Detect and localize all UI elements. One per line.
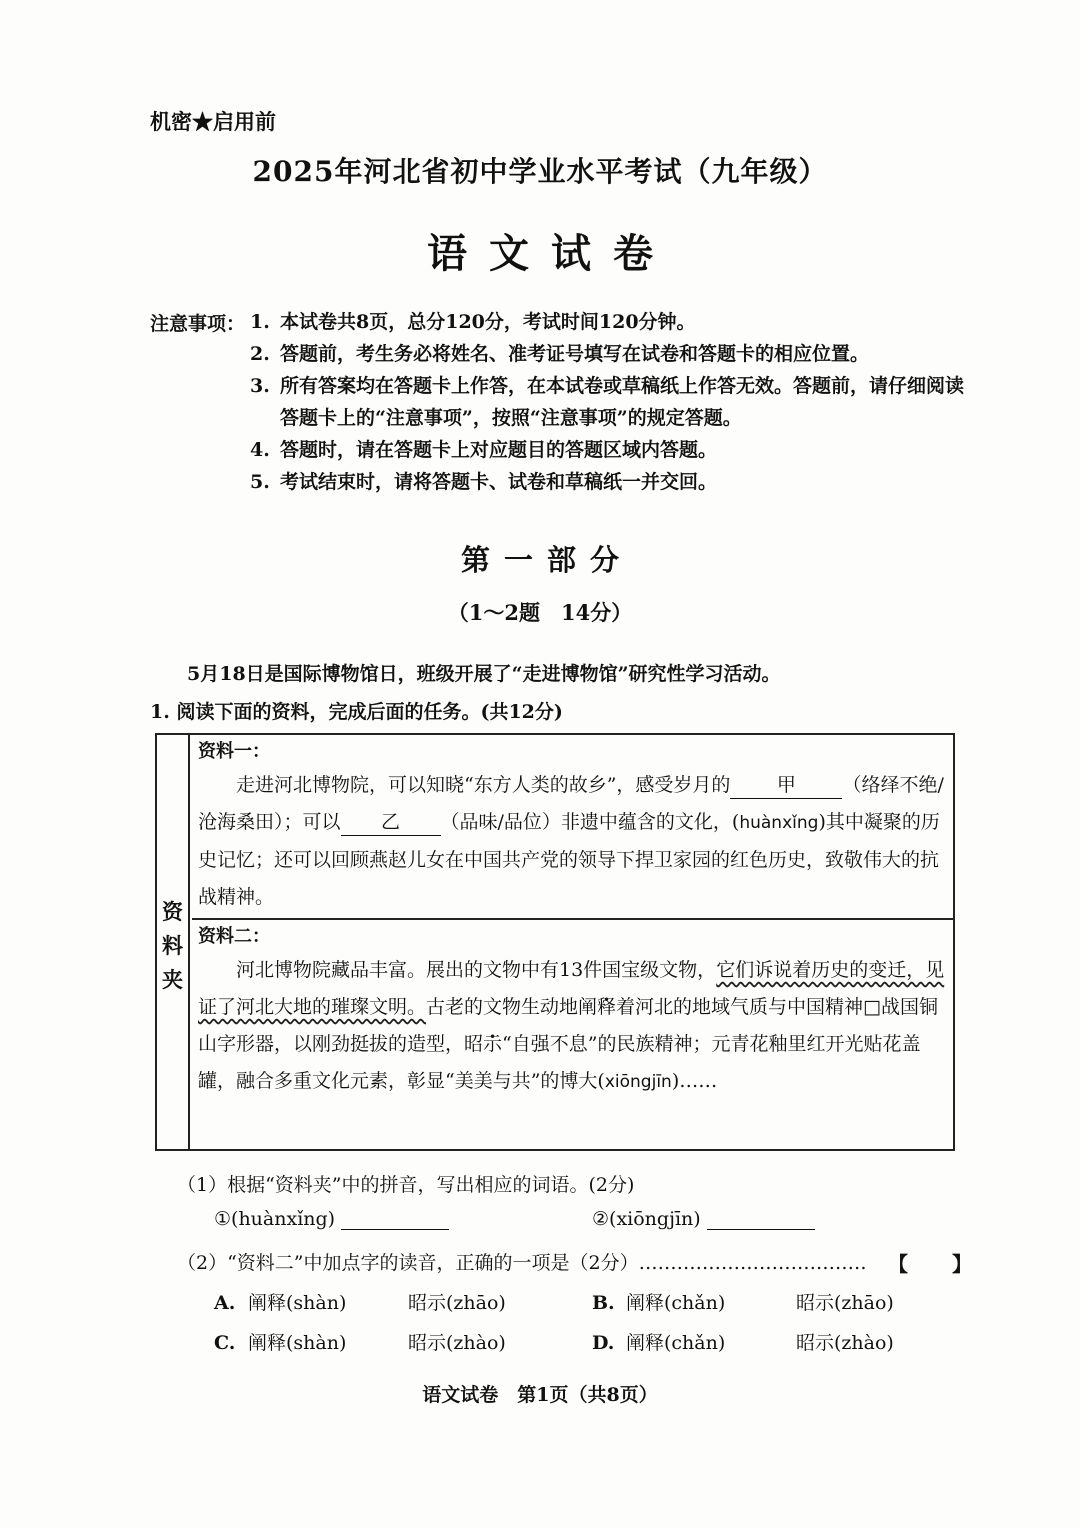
dotted-char-chan: 阐 (578, 996, 598, 1018)
exam-title: 2025年河北省初中学业水平考试（九年级） (252, 155, 828, 188)
option-d-second: 昭示(zhào) (796, 1332, 894, 1354)
pinyin-1: huànxǐng (739, 813, 819, 833)
activity-intro: 5月18日是国际博物馆日，班级开展了“走进博物馆”研究性学习活动。 (187, 663, 781, 685)
answer-2-line[interactable] (707, 1209, 815, 1230)
option-a-second: 昭示(zhāo) (408, 1292, 506, 1314)
folder-side (157, 735, 190, 1149)
material-folder (155, 733, 955, 1151)
option-c[interactable]: C. 阐释(shàn) (214, 1332, 347, 1354)
wavy-underlined-sentence: 它们诉说着历史的变迁，见证了河北大地的璀璨文明。 (198, 959, 945, 1018)
notice-label: 注意事项： (150, 313, 246, 335)
answer-2: ②(xiōngjīn) (592, 1208, 815, 1230)
option-d[interactable]: D. 阐释(chǎn) (592, 1332, 726, 1354)
answer-bracket-right: 】 (952, 1252, 972, 1276)
option-c-second: 昭示(zhào) (408, 1332, 506, 1354)
notice-item: 5. 考试结束时，请将答题卡、试卷和草稿纸一并交回。 (250, 471, 718, 493)
notice-item: 2. 答题前，考生务必将姓名、准考证号填写在试卷和答题卡的相应位置。 (250, 343, 870, 365)
notice-item: 3. 所有答案均在答题卡上作答，在本试卷或草稿纸上作答无效。答题前，请仔细阅读答题卡上的“注意事项”，按照“注意事项”的规定答题。 (250, 375, 965, 429)
material-1-head: 资料一： (198, 741, 270, 762)
option-b[interactable]: B. 阐释(chǎn) (592, 1292, 726, 1314)
material-2-head: 资料二： (198, 926, 270, 947)
part-title: 第一部分 (460, 543, 633, 577)
question-1-stem: 1. 阅读下面的资料，完成后面的任务。(共12分) (150, 701, 563, 723)
material-1 (192, 737, 953, 920)
dotted-char-zhao: 昭 (464, 1033, 484, 1055)
blank-jia[interactable]: 甲 (730, 772, 842, 799)
sub-question-2: （2）“资料二”中加点字的读音，正确的一项是（2分）……………………………… (177, 1252, 867, 1274)
sub-question-1: （1）根据“资料夹”中的拼音，写出相应的词语。(2分) (177, 1174, 635, 1196)
notice-item: 4. 答题时，请在答题卡上对应题目的答题区域内答题。 (250, 439, 718, 461)
notice-item: 1. 本试卷共8页，总分120分，考试时间120分钟。 (250, 311, 696, 333)
answer-bracket-left: 【 (888, 1252, 908, 1276)
option-b-second: 昭示(zhāo) (796, 1292, 894, 1314)
material-2 (192, 922, 953, 1101)
page-footer: 语文试卷 第1页（共8页） (422, 1384, 658, 1406)
folder-label: 资料夹 (162, 899, 183, 992)
pinyin-2: xiōngjīn (604, 1072, 672, 1092)
answer-1: ①(huànxǐng) (214, 1208, 449, 1230)
material-2-text: 河北博物院藏品丰富。展出的文物中有13件国宝级文物，它们诉说着历史的变迁，见证了河北大地的璀璨文明。古老的文物生动地阐释着河北的地域气质与中国精神□战国铜山字形器，以刚劲挺拔的造型，昭示“自强不息”的民族精神；元青花釉里红开光贴花盖罐，融合多重文化元素，彰显“美美与共”的博大(xiōngjīn)…… (198, 959, 945, 1092)
option-a[interactable]: A. 阐释(shàn) (214, 1292, 347, 1314)
paper-title: 语文试卷 (427, 230, 675, 277)
confidential-mark: 机密★启用前 (150, 109, 276, 134)
part-range: （1～2题 14分） (447, 600, 633, 625)
answer-1-line[interactable] (341, 1209, 449, 1230)
notice-list (250, 306, 970, 498)
blank-yi[interactable]: 乙 (341, 809, 441, 836)
material-1-text: 走进河北博物院，可以知晓“东方人类的故乡”，感受岁月的 甲 （络绎不绝/沧海桑田）；可以 乙 （品味/品位）非遗中蕴含的文化，(huànxǐng)其中凝聚的历史记忆；还可以回顾燕赵儿女在中国共产党的领导下捍卫家园的红色历史，致敬伟大的抗战精神。 (198, 774, 944, 908)
